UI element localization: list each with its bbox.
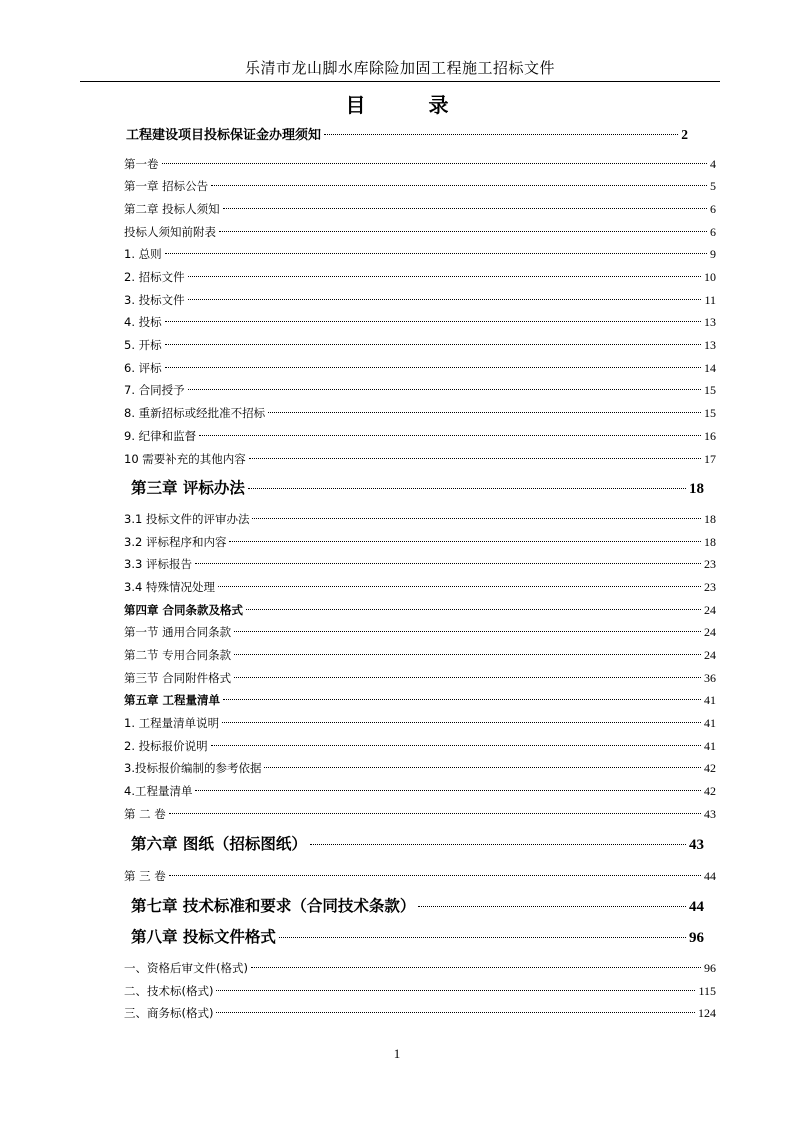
toc-entry-page: 124	[698, 1006, 716, 1020]
toc-entry[interactable]	[124, 201, 716, 217]
toc-entry[interactable]	[124, 624, 716, 640]
toc-entry[interactable]	[126, 126, 688, 145]
leader-dots	[216, 1012, 695, 1013]
leader-dots	[211, 745, 701, 746]
toc-entry-title: 第八章 投标文件格式	[131, 927, 276, 946]
toc-entry[interactable]	[124, 960, 716, 976]
leader-dots	[223, 208, 707, 209]
toc-entry-page: 96	[689, 930, 704, 946]
toc-entry-page: 16	[704, 429, 716, 443]
toc-entry-page: 6	[710, 202, 716, 216]
toc-entry[interactable]	[124, 451, 716, 467]
toc-entry-title: 8. 重新招标或经批准不招标	[124, 406, 266, 420]
toc-entry-page: 14	[704, 361, 716, 375]
toc-entry[interactable]	[131, 896, 704, 917]
toc-entry-title: 第 二 卷	[124, 807, 166, 821]
leader-dots	[188, 276, 701, 277]
leader-dots	[418, 906, 686, 907]
toc-entry-title: 3.投标报价编制的参考依据	[124, 761, 262, 775]
toc-entry[interactable]	[124, 579, 716, 595]
toc-entry-title: 第二节 专用合同条款	[124, 648, 232, 662]
leader-dots	[216, 990, 695, 991]
toc-entry-page: 115	[698, 984, 716, 998]
toc-entry-title: 3.4 特殊情况处理	[124, 580, 215, 594]
toc-entry-page: 24	[704, 625, 716, 639]
toc-entry-page: 18	[704, 535, 716, 549]
toc-entry-title: 4.工程量清单	[124, 784, 193, 798]
toc-entry-page: 11	[704, 293, 716, 307]
toc-entry-title: 第七章 技术标准和要求（合同技术条款）	[131, 896, 416, 915]
leader-dots	[219, 231, 707, 232]
toc-entry[interactable]	[124, 647, 716, 663]
toc-entry-title: 1. 总则	[124, 247, 162, 261]
toc-entry[interactable]	[124, 760, 716, 776]
leader-dots	[310, 844, 686, 845]
toc-entry[interactable]	[124, 314, 716, 330]
toc-entry-page: 43	[704, 807, 716, 821]
toc-entry[interactable]	[124, 1005, 716, 1021]
toc-entry-page: 23	[704, 580, 716, 594]
leader-dots	[324, 134, 678, 135]
toc-entry-page: 24	[704, 648, 716, 662]
toc-entry-page: 15	[704, 406, 716, 420]
toc-entry-page: 15	[704, 383, 716, 397]
toc-entry-title: 5. 开标	[124, 338, 162, 352]
toc-entry-page: 42	[704, 761, 716, 775]
toc-title: 目 录	[345, 93, 477, 117]
toc-entry-page: 18	[689, 481, 704, 497]
leader-dots	[169, 875, 701, 876]
leader-dots	[169, 813, 701, 814]
toc-entry[interactable]	[124, 511, 716, 527]
toc-entry-title: 第二章 投标人须知	[124, 202, 220, 216]
toc-entry-title: 2. 投标报价说明	[124, 739, 208, 753]
toc-entry[interactable]	[124, 360, 716, 376]
leader-dots	[218, 586, 701, 587]
toc-entry-page: 42	[704, 784, 716, 798]
toc-entry-title: 工程建设项目投标保证金办理须知	[126, 128, 322, 143]
toc-entry-page: 44	[689, 899, 704, 915]
leader-dots	[248, 488, 686, 489]
leader-dots	[246, 609, 701, 610]
toc-entry[interactable]	[124, 556, 716, 572]
toc-entry[interactable]	[124, 405, 716, 421]
toc-entry-title: 第 三 卷	[124, 869, 166, 883]
leader-dots	[165, 321, 701, 322]
toc-entry[interactable]	[124, 602, 716, 618]
toc-entry-page: 18	[704, 512, 716, 526]
toc-entry[interactable]	[124, 692, 716, 708]
leader-dots	[252, 518, 701, 519]
leader-dots	[264, 767, 701, 768]
toc-entry-page: 41	[704, 739, 716, 753]
toc-entry-title: 7. 合同授予	[124, 383, 185, 397]
toc-entry[interactable]	[124, 428, 716, 444]
leader-dots	[165, 253, 707, 254]
toc-entry-title: 2. 招标文件	[124, 270, 185, 284]
leader-dots	[211, 185, 707, 186]
toc-entry-page: 24	[704, 603, 716, 617]
toc-entry-title: 3.3 评标报告	[124, 557, 192, 571]
toc-entry[interactable]	[124, 292, 716, 308]
toc-entry-page: 44	[704, 869, 716, 883]
leader-dots	[251, 967, 701, 968]
leader-dots	[162, 163, 708, 164]
toc-entry-page: 10	[704, 270, 716, 284]
document-header: 乐清市龙山脚水库除险加固工程施工招标文件	[244, 59, 555, 77]
leader-dots	[199, 435, 701, 436]
toc-entry[interactable]	[124, 156, 716, 172]
toc-entry-title: 9. 纪律和监督	[124, 429, 197, 443]
toc-entry-title: 一、资格后审文件(格式)	[124, 961, 248, 975]
toc-entry[interactable]	[124, 382, 716, 398]
toc-entry-title: 3. 投标文件	[124, 293, 185, 307]
toc-entry[interactable]	[124, 224, 716, 240]
toc-entry-title: 投标人须知前附表	[124, 225, 216, 239]
toc-entry-title: 第五章 工程量清单	[124, 693, 221, 707]
toc-entry[interactable]	[131, 834, 704, 855]
leader-dots	[234, 654, 701, 655]
toc-entry[interactable]	[124, 806, 716, 822]
leader-dots	[188, 299, 702, 300]
toc-entry-page: 41	[704, 693, 716, 707]
leader-dots	[229, 541, 701, 542]
toc-entry-page: 13	[704, 315, 716, 329]
toc-entry[interactable]	[124, 246, 716, 262]
leader-dots	[188, 389, 701, 390]
toc-entry[interactable]	[124, 715, 716, 731]
toc-entry[interactable]	[124, 337, 716, 353]
toc-entry-page: 41	[704, 716, 716, 730]
leader-dots	[279, 937, 686, 938]
toc-entry-title: 10 需要补充的其他内容	[124, 452, 246, 466]
leader-dots	[195, 563, 701, 564]
toc-entry-title: 4. 投标	[124, 315, 162, 329]
leader-dots	[249, 458, 701, 459]
toc-entry-title: 二、技术标(格式)	[124, 984, 214, 998]
toc-entry-title: 第四章 合同条款及格式	[124, 603, 244, 617]
toc-entry-title: 第一卷	[124, 157, 159, 171]
toc-entry-page: 5	[710, 179, 716, 193]
toc-entry[interactable]	[124, 783, 716, 799]
toc-entry-page: 96	[704, 961, 716, 975]
leader-dots	[165, 367, 701, 368]
toc-entry[interactable]	[124, 983, 716, 999]
toc-entry[interactable]	[124, 868, 716, 884]
toc-entry[interactable]	[124, 178, 716, 194]
toc-entry-page: 13	[704, 338, 716, 352]
leader-dots	[223, 699, 701, 700]
toc-entry-page: 9	[710, 247, 716, 261]
toc-entry-title: 1. 工程量清单说明	[124, 716, 220, 730]
toc-entry[interactable]	[124, 738, 716, 754]
toc-entry-page: 6	[710, 225, 716, 239]
toc-entry[interactable]	[131, 927, 704, 948]
leader-dots	[222, 722, 701, 723]
toc-entry[interactable]	[124, 670, 716, 686]
toc-entry[interactable]	[131, 478, 704, 499]
leader-dots	[165, 344, 701, 345]
toc-entry-title: 第三章 评标办法	[131, 478, 245, 497]
toc-entry-title: 第六章 图纸（招标图纸）	[131, 834, 307, 853]
leader-dots	[234, 677, 701, 678]
toc-entry-title: 3.1 投标文件的评审办法	[124, 512, 250, 526]
toc-entry-title: 第一节 通用合同条款	[124, 625, 232, 639]
page-number: 1	[393, 1046, 401, 1061]
toc-entry-page: 43	[689, 837, 704, 853]
toc-entry-title: 6. 评标	[124, 361, 162, 375]
leader-dots	[195, 790, 701, 791]
toc-entry-page: 2	[681, 127, 688, 142]
toc-entry-page: 36	[704, 671, 716, 685]
toc-entry[interactable]	[124, 534, 716, 550]
toc-entry-page: 4	[710, 157, 716, 171]
toc-entry-title: 第一章 招标公告	[124, 179, 209, 193]
toc-entry-title: 三、商务标(格式)	[124, 1006, 214, 1020]
toc-entry-title: 第三节 合同附件格式	[124, 671, 232, 685]
toc-entry-page: 23	[704, 557, 716, 571]
toc-entry[interactable]	[124, 269, 716, 285]
leader-dots	[234, 631, 701, 632]
toc-entry-page: 17	[704, 452, 716, 466]
toc-entry-title: 3.2 评标程序和内容	[124, 535, 227, 549]
leader-dots	[268, 412, 701, 413]
